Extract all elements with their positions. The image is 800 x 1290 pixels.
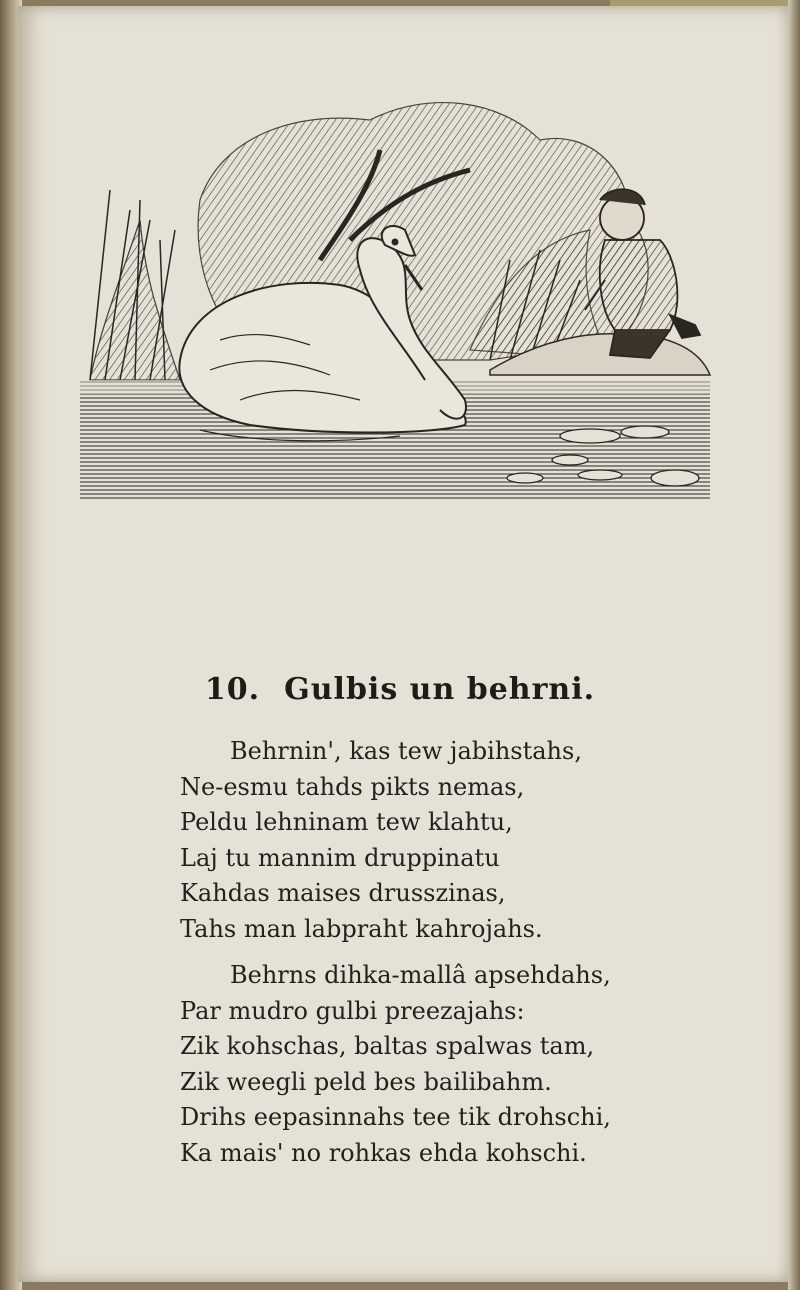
poem-number: 10. [204, 672, 261, 707]
stanza-line: Behrns dihka-mallâ apsehdahs, [230, 961, 611, 989]
swan-and-child-illustration [70, 80, 720, 520]
stanza-line: Zik kohschas, baltas spalwas tam, [180, 1032, 595, 1060]
stanza-line: Peldu lehninam tew klahtu, [180, 808, 513, 836]
stanza-line: Zik weegli peld bes bailibahm. [180, 1067, 552, 1096]
stanza-line: Drihs eepasinnahs tee tik drohschi, [180, 1103, 611, 1131]
page-right-edge [788, 0, 800, 1290]
stanza-line: Kahdas maises drusszinas, [180, 879, 506, 907]
stanza-2 [180, 958, 611, 1171]
stanza-line: Tahs man labpraht kahrojahs. [180, 914, 543, 943]
poem-title: Gulbis un behrni. [284, 672, 596, 707]
stanza-line: Behrnin', kas tew jabihstahs, [230, 737, 582, 765]
stanza-line: Laj tu mannim druppinatu [180, 843, 500, 872]
poem-heading [0, 672, 800, 707]
stanza-line: Ka mais' no rohkas ehda kohschi. [180, 1138, 587, 1167]
stanza-1 [180, 734, 582, 947]
stanza-line: Par mudro gulbi preezajahs: [180, 996, 525, 1025]
stanza-line: Ne-esmu tahds pikts nemas, [180, 772, 525, 801]
